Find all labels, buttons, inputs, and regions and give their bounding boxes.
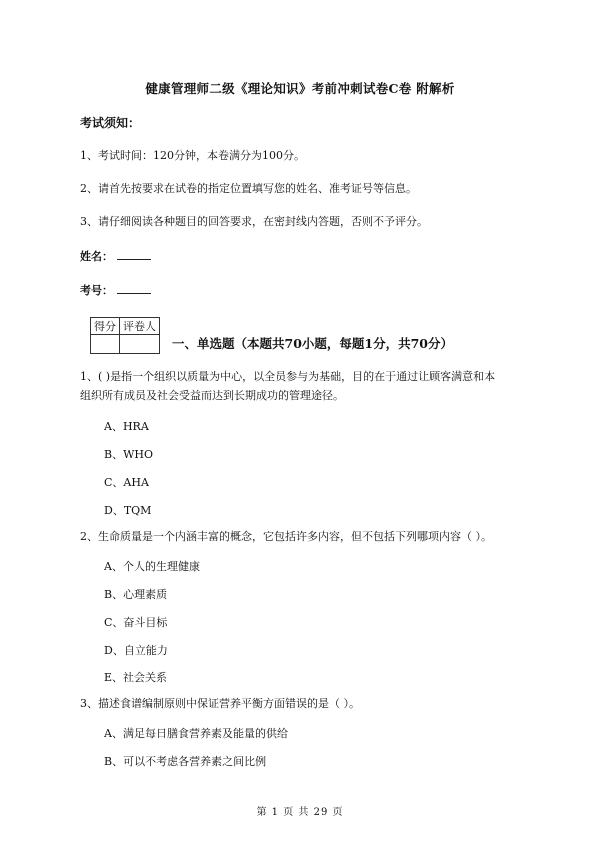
question-text: 2、生命质量是一个内涵丰富的概念，它包括许多内容，但不包括下列哪项内容（ ）。 [80, 530, 492, 543]
name-blank [117, 249, 151, 260]
exam-id-label: 考号： [80, 284, 113, 297]
name-field [80, 248, 151, 264]
question-text: 组织所有成员及社会受益而达到长期成功的管理途径。 [80, 389, 344, 402]
exam-id-field [80, 282, 151, 298]
question-text: 3、描述食谱编制原则中保证营养平衡方面错误的是（ ）。 [80, 697, 360, 710]
option: A、满足每日膳食营养素及能量的供给 [104, 727, 288, 740]
option: C、AHA [104, 476, 149, 489]
exam-id-blank [117, 283, 151, 294]
grader-cell [120, 335, 160, 354]
question-3 [80, 694, 360, 713]
option: A、HRA [104, 420, 149, 433]
option: E、社会关系 [104, 671, 168, 684]
section-heading: 一、单选题（本题共70小题，每题1分，共70分） [172, 336, 453, 351]
notice-item: 3、请仔细阅读各种题目的回答要求，在密封线内答题，否则不予评分。 [80, 215, 428, 228]
option: D、TQM [104, 504, 152, 517]
document-title: 健康管理师二级《理论知识》考前冲刺试卷C卷 附解析 [145, 81, 455, 96]
question-text: 1、( )是指一个组织以质量为中心，以全员参与为基础，目的在于通过让顾客满意和本 [80, 370, 496, 383]
notice-heading: 考试须知： [80, 116, 141, 130]
option: B、WHO [104, 448, 154, 461]
question-2 [80, 527, 492, 546]
notice-item: 1、考试时间：120分钟，本卷满分为100分。 [80, 149, 305, 162]
option: D、自立能力 [104, 644, 168, 657]
name-label: 姓名： [80, 250, 113, 263]
score-header: 得分 [91, 318, 120, 335]
page-footer: 第 1 页 共 29 页 [256, 807, 344, 818]
option: B、可以不考虑各营养素之间比例 [104, 755, 267, 768]
option: B、心理素质 [104, 588, 168, 601]
question-1 [80, 367, 495, 405]
option: A、个人的生理健康 [104, 560, 200, 573]
grader-header: 评卷人 [120, 318, 160, 335]
notice-item: 2、请首先按要求在试卷的指定位置填写您的姓名、准考证号等信息。 [80, 182, 417, 195]
score-table [90, 317, 160, 354]
score-cell [91, 335, 120, 354]
option: C、奋斗目标 [104, 616, 168, 629]
